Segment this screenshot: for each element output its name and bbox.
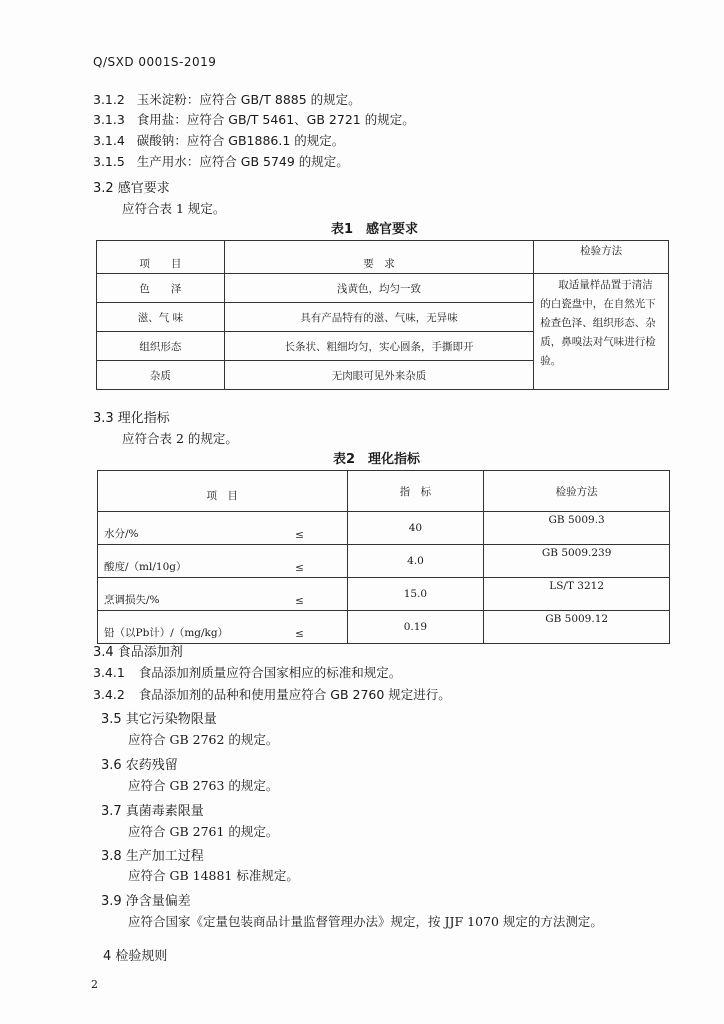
section-heading-inspection: 4 检验规则 bbox=[103, 949, 168, 964]
item-cell: 铅（以Pb计）/（mg/kg） bbox=[98, 611, 290, 644]
clause-number: 3.1.4 bbox=[93, 133, 125, 148]
method-line: 验。 bbox=[540, 355, 562, 367]
requirement-cell: 无肉眼可见外来杂质 bbox=[224, 361, 533, 390]
item-cell: 酸度/（ml/10g） bbox=[98, 545, 290, 578]
item-cell: 烹调损失/% bbox=[98, 578, 290, 611]
method-line: 的白瓷盘中，在自然光下 bbox=[540, 298, 656, 310]
raw-material-line bbox=[93, 90, 361, 108]
item-cell: 杂质 bbox=[97, 361, 225, 390]
clause-number: 3.1.3 bbox=[93, 112, 125, 127]
clause-text: ：应符合 GB1886.1 的规定。 bbox=[174, 133, 345, 148]
section-heading: 3.5 其它污染物限量 bbox=[101, 712, 217, 727]
item-cell: 色 泽 bbox=[97, 274, 225, 303]
section-text: 应符合国家《定量包装商品计量监督管理办法》规定，按 JJF 1070 规定的方法测定。 bbox=[128, 914, 603, 929]
operator-cell: ≤ bbox=[289, 545, 347, 578]
clause-text: 食品添加剂质量应符合国家相应的标准和规定。 bbox=[138, 665, 402, 680]
value-cell: 15.0 bbox=[347, 578, 484, 611]
clause-number: 3.4.1 bbox=[93, 665, 125, 680]
table-caption: 表2 理化指标 bbox=[333, 452, 421, 467]
value-cell: 40 bbox=[347, 512, 484, 545]
operator-cell: ≤ bbox=[289, 611, 347, 644]
table-row bbox=[98, 578, 670, 611]
method-cell: GB 5009.239 bbox=[484, 545, 670, 578]
section-heading: 3.6 农药残留 bbox=[101, 758, 178, 773]
requirement-cell: 长条状、粗细均匀，实心圆条，手撕即开 bbox=[224, 332, 533, 361]
item-cell: 组织形态 bbox=[97, 332, 225, 361]
section-intro: 应符合表 2 的规定。 bbox=[122, 431, 238, 446]
table-header-row bbox=[97, 241, 669, 274]
clause-name: 食用盐 bbox=[136, 112, 175, 127]
section-heading: 3.7 真菌毒素限量 bbox=[101, 804, 204, 819]
section-text: 应符合 GB 2763 的规定。 bbox=[128, 778, 279, 793]
raw-material-line bbox=[93, 152, 349, 170]
raw-material-line bbox=[93, 110, 415, 128]
value-cell: 0.19 bbox=[347, 611, 484, 644]
additive-clause bbox=[93, 663, 401, 681]
table-caption: 表1 感官要求 bbox=[331, 222, 419, 237]
table-header-row bbox=[98, 471, 670, 512]
table-row bbox=[98, 512, 670, 545]
clause-number: 3.1.5 bbox=[93, 154, 125, 169]
additive-clause bbox=[93, 685, 451, 703]
document-code: Q/SXD 0001S-2019 bbox=[93, 55, 217, 69]
method-line: 质，鼻嗅法对气味进行检 bbox=[540, 336, 656, 348]
section-heading: 3.9 净含量偏差 bbox=[101, 894, 191, 909]
requirement-cell: 浅黄色，均匀一致 bbox=[224, 274, 533, 303]
method-cell bbox=[534, 274, 669, 390]
clause-number: 3.1.2 bbox=[93, 92, 125, 107]
clause-name: 玉米淀粉 bbox=[136, 92, 187, 107]
section-heading-physchem: 3.3 理化指标 bbox=[93, 411, 170, 426]
operator-cell: ≤ bbox=[289, 512, 347, 545]
clause-text: ：应符合 GB/T 8885 的规定。 bbox=[186, 92, 361, 107]
table-row bbox=[98, 545, 670, 578]
section-text: 应符合 GB 2761 的规定。 bbox=[128, 824, 279, 839]
header-cell: 项 目 bbox=[97, 241, 225, 274]
physchem-table bbox=[97, 470, 670, 644]
clause-name: 碳酸钠 bbox=[136, 133, 175, 148]
clause-text: ：应符合 GB/T 5461、GB 2721 的规定。 bbox=[174, 112, 415, 127]
section-heading: 3.8 生产加工过程 bbox=[101, 849, 204, 864]
header-cell: 要 求 bbox=[224, 241, 533, 274]
value-cell: 4.0 bbox=[347, 545, 484, 578]
requirement-cell: 具有产品特有的滋、气味，无异味 bbox=[224, 303, 533, 332]
item-cell: 水分/% bbox=[98, 512, 290, 545]
clause-number: 3.4.2 bbox=[93, 687, 125, 702]
section-heading-sensory: 3.2 感官要求 bbox=[93, 181, 170, 196]
clause-text: ：应符合 GB 5749 的规定。 bbox=[186, 154, 349, 169]
method-line: 检查色泽、组织形态、杂 bbox=[540, 317, 656, 329]
clause-text: 食品添加剂的品种和使用量应符合 GB 2760 规定进行。 bbox=[138, 687, 451, 702]
sensory-table bbox=[96, 240, 669, 390]
method-cell: LS/T 3212 bbox=[484, 578, 670, 611]
section-text: 应符合 GB 2762 的规定。 bbox=[128, 732, 279, 747]
raw-material-line bbox=[93, 131, 344, 149]
table-row bbox=[97, 274, 669, 303]
method-cell: GB 5009.12 bbox=[484, 611, 670, 644]
method-cell: GB 5009.3 bbox=[484, 512, 670, 545]
section-heading-additives: 3.4 食品添加剂 bbox=[93, 645, 183, 660]
operator-cell: ≤ bbox=[289, 578, 347, 611]
header-cell: 项 目 bbox=[98, 471, 348, 512]
method-line: 取适量样品置于清洁 bbox=[558, 279, 653, 291]
page-number: 2 bbox=[91, 978, 98, 991]
header-cell: 检验方法 bbox=[484, 471, 670, 512]
header-cell: 指 标 bbox=[347, 471, 484, 512]
section-text: 应符合 GB 14881 标准规定。 bbox=[128, 868, 299, 883]
section-intro: 应符合表 1 规定。 bbox=[122, 201, 226, 216]
header-cell: 检验方法 bbox=[534, 241, 669, 274]
table-row bbox=[98, 611, 670, 644]
item-cell: 滋、气 味 bbox=[97, 303, 225, 332]
clause-name: 生产用水 bbox=[136, 154, 187, 169]
